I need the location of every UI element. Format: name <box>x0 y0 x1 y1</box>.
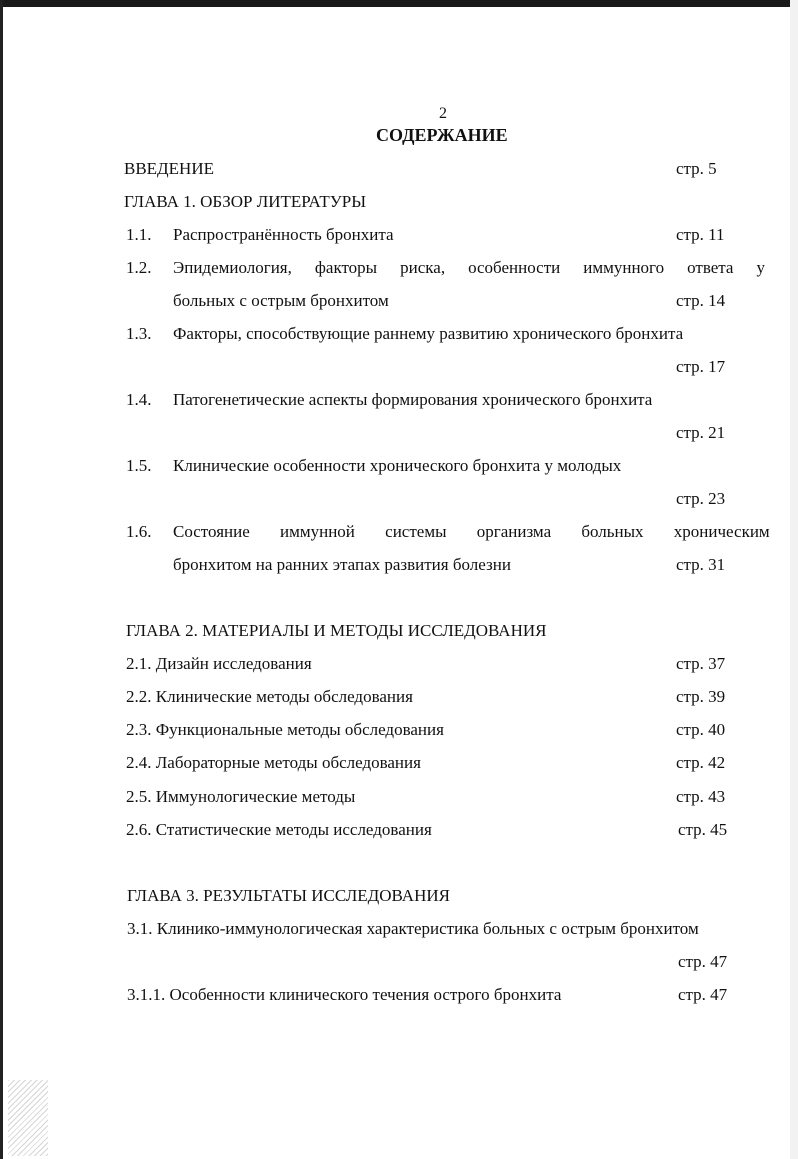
toc-item-page: стр. 37 <box>676 654 726 673</box>
toc-page-intro: стр. 5 <box>676 159 717 178</box>
toc-item-page: стр. 17 <box>676 357 726 376</box>
toc-item-text: 2.1. Дизайн исследования <box>126 654 312 673</box>
toc-item-number: 1.6. <box>126 522 152 541</box>
toc-item-number: 1.4. <box>126 390 152 409</box>
toc-item-number: 1.5. <box>126 456 152 475</box>
toc-item-page: стр. 47 <box>678 952 728 971</box>
toc-item-page: стр. 11 <box>676 225 725 244</box>
toc-item-page: стр. 45 <box>678 820 728 839</box>
toc-item-text: Состояние иммунной системы организма больных хроническим <box>173 522 770 541</box>
scan-edge-right <box>790 0 798 1159</box>
toc-item-page: стр. 42 <box>676 753 726 772</box>
toc-item-page: стр. 31 <box>676 555 726 574</box>
toc-item-number: 1.3. <box>126 324 152 343</box>
toc-item-page: стр. 21 <box>676 423 726 442</box>
toc-item-text-cont: больных с острым бронхитом <box>173 291 389 310</box>
toc-item-text-cont: бронхитом на ранних этапах развития болезни <box>173 555 511 574</box>
toc-item-text: 2.4. Лабораторные методы обследования <box>126 753 421 772</box>
toc-item-page: стр. 40 <box>676 720 726 739</box>
chapter-heading-1: ГЛАВА 1. ОБЗОР ЛИТЕРАТУРЫ <box>124 192 367 211</box>
toc-item-text: 2.5. Иммунологические методы <box>126 787 356 806</box>
toc-item-text: 2.3. Функциональные методы обследования <box>126 720 444 739</box>
toc-item-page: стр. 23 <box>676 489 726 508</box>
toc-item-text: 2.2. Клинические методы обследования <box>126 687 413 706</box>
toc-item-text: Распространённость бронхита <box>173 225 394 244</box>
scan-edge-top <box>0 0 798 7</box>
toc-item-text: 2.6. Статистические методы исследования <box>126 820 432 839</box>
toc-item-text: Клинические особенности хронического бронхита у молодых <box>173 456 622 475</box>
chapter-heading-3: ГЛАВА 3. РЕЗУЛЬТАТЫ ИССЛЕДОВАНИЯ <box>127 886 450 905</box>
toc-item-page: стр. 43 <box>676 787 726 806</box>
toc-item-text: 3.1.1. Особенности клинического течения острого бронхита <box>127 985 562 1004</box>
chapter-heading-2: ГЛАВА 2. МАТЕРИАЛЫ И МЕТОДЫ ИССЛЕДОВАНИЯ <box>126 621 547 640</box>
scan-noise <box>8 1080 48 1156</box>
toc-item-page: стр. 47 <box>678 985 728 1004</box>
page-number: 2 <box>439 105 447 122</box>
page-title: СОДЕРЖАНИЕ <box>376 125 508 145</box>
toc-item-number: 1.1. <box>126 225 152 244</box>
toc-item-text: Патогенетические аспекты формирования хронического бронхита <box>173 390 653 409</box>
toc-item-page: стр. 39 <box>676 687 726 706</box>
toc-item-number: 1.2. <box>126 258 152 277</box>
toc-item-text: Факторы, способствующие раннему развитию хронического бронхита <box>173 324 684 343</box>
toc-entry-intro: ВВЕДЕНИЕ <box>124 159 214 178</box>
toc-item-page: стр. 14 <box>676 291 726 310</box>
scan-edge-left <box>0 0 3 1159</box>
toc-item-text: 3.1. Клинико-иммунологическая характеристика больных с острым бронхитом <box>127 919 699 938</box>
toc-item-text: Эпидемиология, факторы риска, особенности иммунного ответа у <box>173 258 765 277</box>
